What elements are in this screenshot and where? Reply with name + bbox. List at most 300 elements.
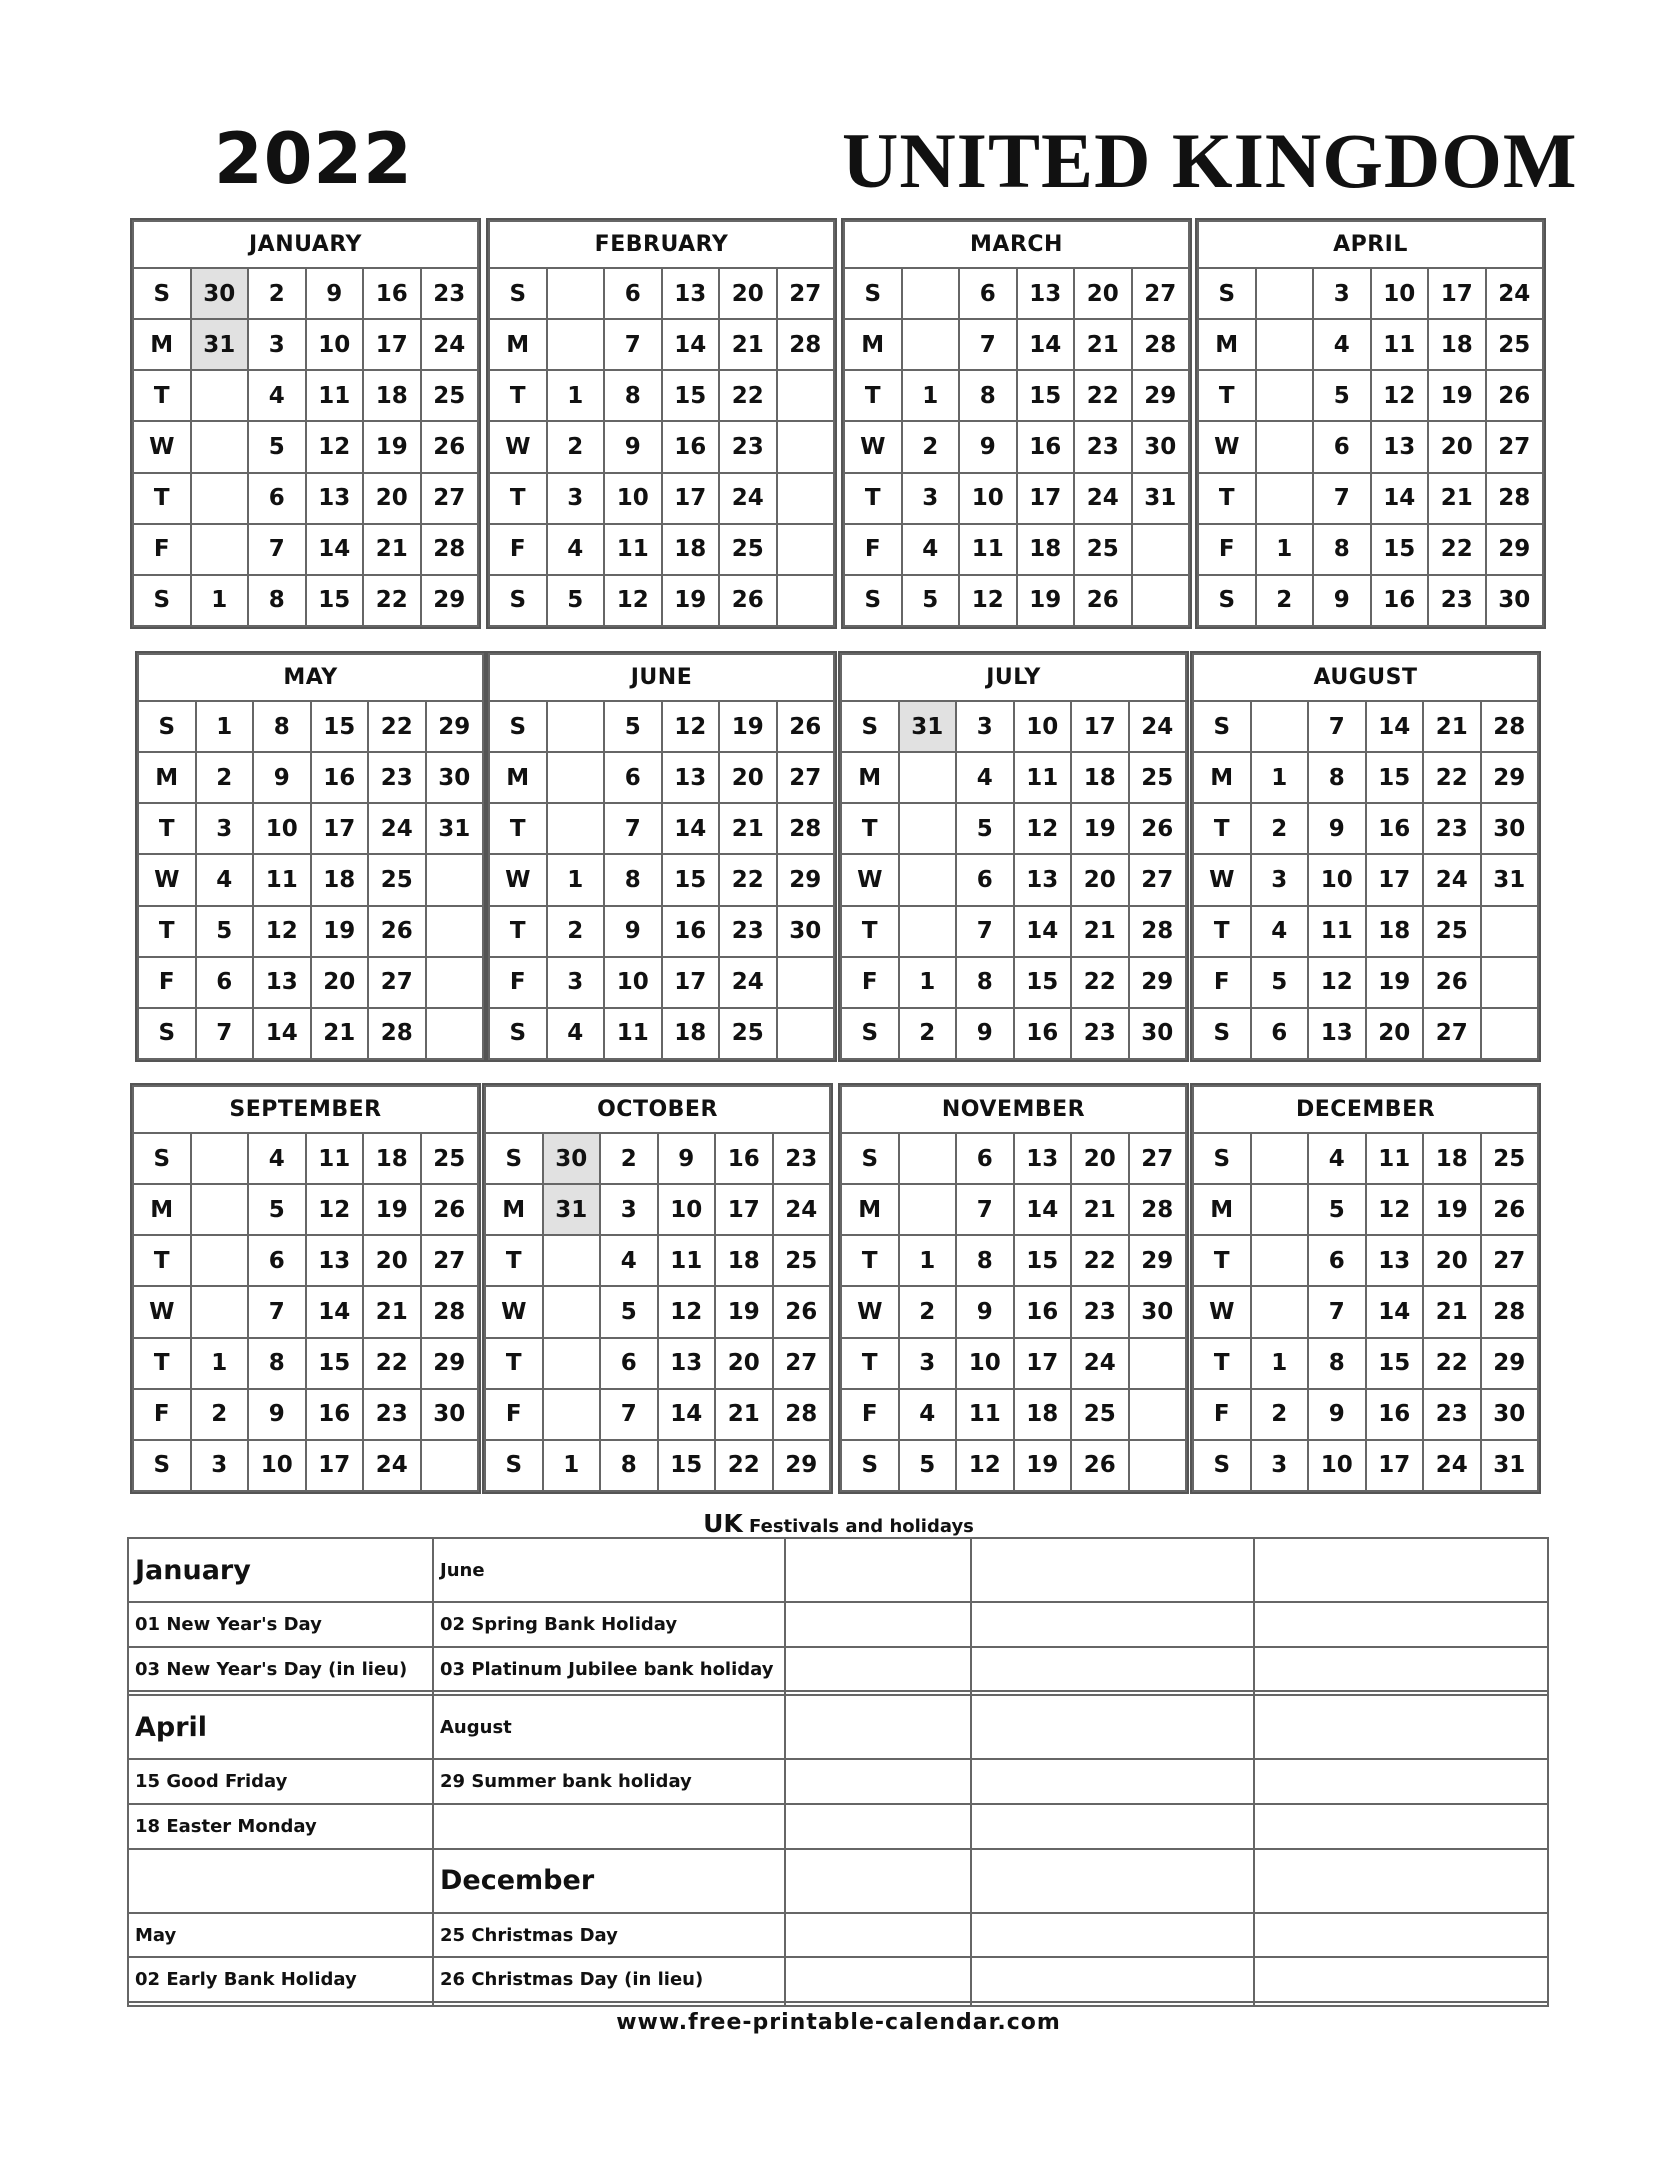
weekday-label: M [489,752,547,803]
weekday-label: F [1198,524,1256,575]
month-name: MAY [138,654,483,701]
holiday-cell: 01 New Year's Day [128,1602,433,1647]
date-cell: 3 [1251,854,1309,905]
holiday-cell [128,1849,433,1913]
week-row [844,319,1189,370]
month-march [841,218,1192,629]
week-row [1193,906,1538,957]
date-cell: 20 [363,1235,421,1286]
month-name: DECEMBER [1193,1086,1538,1133]
date-cell [902,319,960,370]
date-cell: 26 [421,421,479,472]
date-cell: 15 [658,1440,716,1491]
week-row [1193,957,1538,1008]
date-cell: 4 [1313,319,1371,370]
date-cell [1256,370,1314,421]
month-table [484,1085,831,1492]
date-cell: 3 [547,473,605,524]
date-cell [1256,268,1314,319]
date-cell: 15 [1371,524,1429,575]
date-cell: 30 [1129,1008,1187,1059]
week-row [133,1235,478,1286]
week-row [1198,268,1543,319]
date-cell: 6 [1308,1235,1366,1286]
date-cell: 9 [956,1008,1014,1059]
date-cell: 24 [1071,1338,1129,1389]
weekday-label: M [1193,1184,1251,1235]
date-cell: 3 [196,803,254,854]
weekday-label: T [489,906,547,957]
date-cell: 7 [959,319,1017,370]
date-cell: 23 [363,1389,421,1440]
month-table [843,220,1190,627]
date-cell: 23 [1428,575,1486,626]
date-cell: 10 [604,957,662,1008]
weekday-label: W [1193,854,1251,905]
date-cell: 7 [604,319,662,370]
date-cell: 21 [311,1008,369,1059]
date-cell [1132,575,1190,626]
date-cell: 7 [600,1389,658,1440]
date-cell: 25 [1481,1133,1539,1184]
month-january [130,218,481,629]
weekday-label: W [1198,421,1256,472]
date-cell: 23 [773,1133,831,1184]
date-cell: 31 [1481,854,1539,905]
holiday-cell [785,1538,971,1602]
date-cell [547,319,605,370]
date-cell: 18 [715,1235,773,1286]
date-cell [777,370,835,421]
date-cell: 11 [1308,906,1366,957]
date-cell: 10 [306,319,364,370]
date-cell: 22 [715,1440,773,1491]
week-row [1193,1338,1538,1389]
week-row [841,1184,1186,1235]
holiday-cell [1254,1913,1548,1958]
week-row [1193,1184,1538,1235]
date-cell [1251,1235,1309,1286]
week-row [489,701,834,752]
date-cell [1481,957,1539,1008]
date-cell [899,752,957,803]
date-cell: 25 [719,524,777,575]
date-cell: 16 [311,752,369,803]
date-cell: 26 [368,906,426,957]
month-table [840,1085,1187,1492]
weekday-label: S [138,701,196,752]
date-cell: 11 [1371,319,1429,370]
weekday-label: M [138,752,196,803]
date-cell: 19 [719,701,777,752]
weekday-label: S [1198,268,1256,319]
date-cell: 12 [1308,957,1366,1008]
weekday-label: T [1193,906,1251,957]
month-june [486,651,837,1062]
date-cell [899,1133,957,1184]
date-cell: 15 [1366,752,1424,803]
week-row [841,1008,1186,1059]
holidays-title-rest: Festivals and holidays [749,1516,974,1537]
weekday-label: F [138,957,196,1008]
date-cell: 5 [248,1184,306,1235]
date-cell: 3 [899,1338,957,1389]
date-cell: 25 [1423,906,1481,957]
date-cell: 18 [1014,1389,1072,1440]
date-cell: 20 [719,268,777,319]
date-cell: 18 [662,524,720,575]
date-cell: 16 [662,906,720,957]
date-cell: 1 [543,1440,601,1491]
date-cell: 17 [311,803,369,854]
date-cell: 1 [547,854,605,905]
weekday-label: F [133,1389,191,1440]
weekday-label: F [844,524,902,575]
weekday-label: S [844,268,902,319]
week-row [1193,1286,1538,1337]
month-table [132,1085,479,1492]
date-cell: 21 [1071,906,1129,957]
week-row [138,1008,483,1059]
holiday-cell [1254,1647,1548,1692]
date-cell: 29 [1481,1338,1539,1389]
month-table [840,653,1187,1060]
holiday-cell [785,1913,971,1958]
date-cell: 29 [1132,370,1190,421]
date-cell: 25 [1486,319,1544,370]
date-cell: 13 [658,1338,716,1389]
date-cell: 19 [311,906,369,957]
week-row [1193,1389,1538,1440]
date-cell: 6 [248,473,306,524]
date-cell: 29 [426,701,484,752]
date-cell: 6 [1251,1008,1309,1059]
date-cell: 5 [1308,1184,1366,1235]
date-cell: 2 [600,1133,658,1184]
date-cell: 18 [1071,752,1129,803]
date-cell [191,1286,249,1337]
date-cell: 8 [1308,1338,1366,1389]
date-cell: 24 [1423,854,1481,905]
date-cell: 17 [1428,268,1486,319]
date-cell: 6 [604,752,662,803]
date-cell: 5 [196,906,254,957]
date-cell: 19 [1014,1440,1072,1491]
date-cell: 12 [956,1440,1014,1491]
week-row [841,1389,1186,1440]
holiday-cell: 25 Christmas Day [433,1913,785,1958]
weekday-label: F [841,1389,899,1440]
week-row [489,957,834,1008]
weekday-label: S [841,1440,899,1491]
date-cell: 14 [1366,1286,1424,1337]
date-cell: 30 [426,752,484,803]
date-cell: 3 [1313,268,1371,319]
date-cell: 13 [306,473,364,524]
date-cell: 10 [956,1338,1014,1389]
date-cell: 17 [662,473,720,524]
date-cell: 15 [306,575,364,626]
date-cell [1129,1440,1187,1491]
date-cell: 30 [191,268,249,319]
week-row [133,421,478,472]
month-name: JUNE [489,654,834,701]
date-cell: 27 [1481,1235,1539,1286]
holiday-cell [1254,2002,1548,2006]
date-cell: 24 [1423,1440,1481,1491]
date-cell: 1 [902,370,960,421]
date-cell: 4 [248,370,306,421]
week-row [841,1338,1186,1389]
weekday-label: F [489,957,547,1008]
week-row [1193,1133,1538,1184]
weekday-label: M [841,752,899,803]
month-name: APRIL [1198,221,1543,268]
weekday-label: W [489,421,547,472]
week-row [489,1008,834,1059]
date-cell: 27 [773,1338,831,1389]
date-cell: 13 [1308,1008,1366,1059]
weekday-label: F [133,524,191,575]
week-row [489,854,834,905]
weekday-label: T [133,473,191,524]
date-cell: 20 [1074,268,1132,319]
holiday-cell [971,1602,1254,1647]
date-cell: 27 [1486,421,1544,472]
date-cell [547,701,605,752]
footer-url[interactable]: www.free-printable-calendar.com [616,2010,1061,2035]
date-cell: 27 [777,752,835,803]
week-row [489,524,834,575]
date-cell: 28 [1486,473,1544,524]
date-cell: 14 [1014,1184,1072,1235]
week-row [1198,473,1543,524]
date-cell: 26 [1481,1184,1539,1235]
date-cell: 11 [253,854,311,905]
date-cell: 18 [363,370,421,421]
date-cell: 18 [1366,906,1424,957]
date-cell [547,268,605,319]
weekday-label: W [841,1286,899,1337]
date-cell: 8 [248,1338,306,1389]
date-cell: 31 [191,319,249,370]
date-cell: 15 [662,854,720,905]
weekday-label: M [133,1184,191,1235]
date-cell: 25 [421,1133,479,1184]
date-cell: 26 [719,575,777,626]
holiday-cell: December [433,1849,785,1913]
weekday-label: S [1193,1133,1251,1184]
date-cell: 28 [421,1286,479,1337]
weekday-label: W [841,854,899,905]
date-cell: 3 [248,319,306,370]
date-cell: 2 [196,752,254,803]
weekday-label: T [138,906,196,957]
weekday-label: S [133,1440,191,1491]
week-row [489,473,834,524]
date-cell [191,524,249,575]
weekday-label: F [841,957,899,1008]
date-cell: 23 [1074,421,1132,472]
weekday-label: M [841,1184,899,1235]
date-cell: 19 [1071,803,1129,854]
date-cell: 8 [956,957,1014,1008]
date-cell: 4 [248,1133,306,1184]
date-cell: 19 [1017,575,1075,626]
date-cell: 24 [368,803,426,854]
date-cell: 25 [1071,1389,1129,1440]
date-cell: 2 [899,1008,957,1059]
weekday-label: S [1193,1440,1251,1491]
holiday-cell [785,1849,971,1913]
date-cell: 28 [1481,701,1539,752]
date-cell: 6 [248,1235,306,1286]
holiday-cell [433,1804,785,1849]
week-row [844,473,1189,524]
date-cell [899,803,957,854]
week-row [485,1338,830,1389]
date-cell [1129,1389,1187,1440]
holiday-cell: 02 Early Bank Holiday [128,1957,433,2002]
date-cell: 27 [1423,1008,1481,1059]
weekday-label: T [841,803,899,854]
date-cell: 5 [1251,957,1309,1008]
holiday-cell: 15 Good Friday [128,1759,433,1804]
holiday-cell: May [128,1913,433,1958]
date-cell: 16 [1014,1008,1072,1059]
week-row [1193,1008,1538,1059]
date-cell: 22 [1071,957,1129,1008]
holiday-cell [785,1647,971,1692]
date-cell: 28 [1129,1184,1187,1235]
week-row [844,268,1189,319]
week-row [133,319,478,370]
weekday-label: F [1193,1389,1251,1440]
date-cell [1132,524,1190,575]
month-name: JANUARY [133,221,478,268]
week-row [844,421,1189,472]
week-row [841,1133,1186,1184]
date-cell: 2 [1251,803,1309,854]
date-cell: 30 [1129,1286,1187,1337]
week-row [133,1389,478,1440]
weekday-label: W [1193,1286,1251,1337]
date-cell: 24 [719,957,777,1008]
week-row [841,803,1186,854]
holiday-cell: 03 Platinum Jubilee bank holiday [433,1647,785,1692]
holiday-cell [433,2002,785,2006]
date-cell: 9 [956,1286,1014,1337]
week-row [485,1389,830,1440]
week-row [489,370,834,421]
date-cell: 18 [363,1133,421,1184]
date-cell: 20 [311,957,369,1008]
date-cell [543,1338,601,1389]
week-row [485,1235,830,1286]
weekday-label: S [841,1008,899,1059]
date-cell: 14 [1014,906,1072,957]
date-cell [191,1133,249,1184]
date-cell: 8 [1308,752,1366,803]
date-cell [777,1008,835,1059]
date-cell: 20 [1428,421,1486,472]
weekday-label: W [133,1286,191,1337]
date-cell: 14 [306,524,364,575]
date-cell: 31 [1481,1440,1539,1491]
weekday-label: S [489,268,547,319]
date-cell: 11 [658,1235,716,1286]
date-cell: 6 [959,268,1017,319]
date-cell: 16 [363,268,421,319]
date-cell: 11 [959,524,1017,575]
weekday-label: S [489,701,547,752]
date-cell: 27 [421,473,479,524]
date-cell [1251,1133,1309,1184]
year-title: 2022 [214,118,413,200]
date-cell [777,421,835,472]
date-cell: 14 [658,1389,716,1440]
holiday-cell: August [433,1695,785,1759]
date-cell: 20 [1366,1008,1424,1059]
date-cell: 13 [662,752,720,803]
date-cell: 16 [1371,575,1429,626]
date-cell: 3 [547,957,605,1008]
month-november [838,1083,1189,1494]
weekday-label: M [844,319,902,370]
week-row [138,803,483,854]
week-row [841,701,1186,752]
date-cell: 31 [899,701,957,752]
date-cell: 29 [1486,524,1544,575]
date-cell: 12 [1014,803,1072,854]
week-row [1193,854,1538,905]
weekday-label: T [841,906,899,957]
date-cell: 12 [1371,370,1429,421]
holiday-cell [971,1538,1254,1602]
date-cell: 18 [1017,524,1075,575]
date-cell: 13 [253,957,311,1008]
date-cell: 26 [421,1184,479,1235]
weekday-label: T [1193,1338,1251,1389]
weekday-label: S [133,1133,191,1184]
date-cell: 23 [1423,803,1481,854]
date-cell: 28 [421,524,479,575]
date-cell: 17 [1071,701,1129,752]
holidays-table [127,1537,1547,2007]
date-cell [1251,701,1309,752]
date-cell: 14 [662,803,720,854]
date-cell: 17 [363,319,421,370]
weekday-label: T [844,370,902,421]
week-row [489,421,834,472]
month-table [488,653,835,1060]
date-cell: 29 [1129,1235,1187,1286]
month-name: SEPTEMBER [133,1086,478,1133]
date-cell: 16 [306,1389,364,1440]
weekday-label: T [844,473,902,524]
date-cell: 21 [715,1389,773,1440]
weekday-label: S [133,575,191,626]
date-cell: 9 [604,421,662,472]
date-cell: 2 [1251,1389,1309,1440]
date-cell [547,803,605,854]
holiday-cell [1254,1759,1548,1804]
week-row [133,1286,478,1337]
weekday-label: W [133,421,191,472]
date-cell: 7 [1308,1286,1366,1337]
date-cell: 11 [306,370,364,421]
date-cell: 22 [363,575,421,626]
